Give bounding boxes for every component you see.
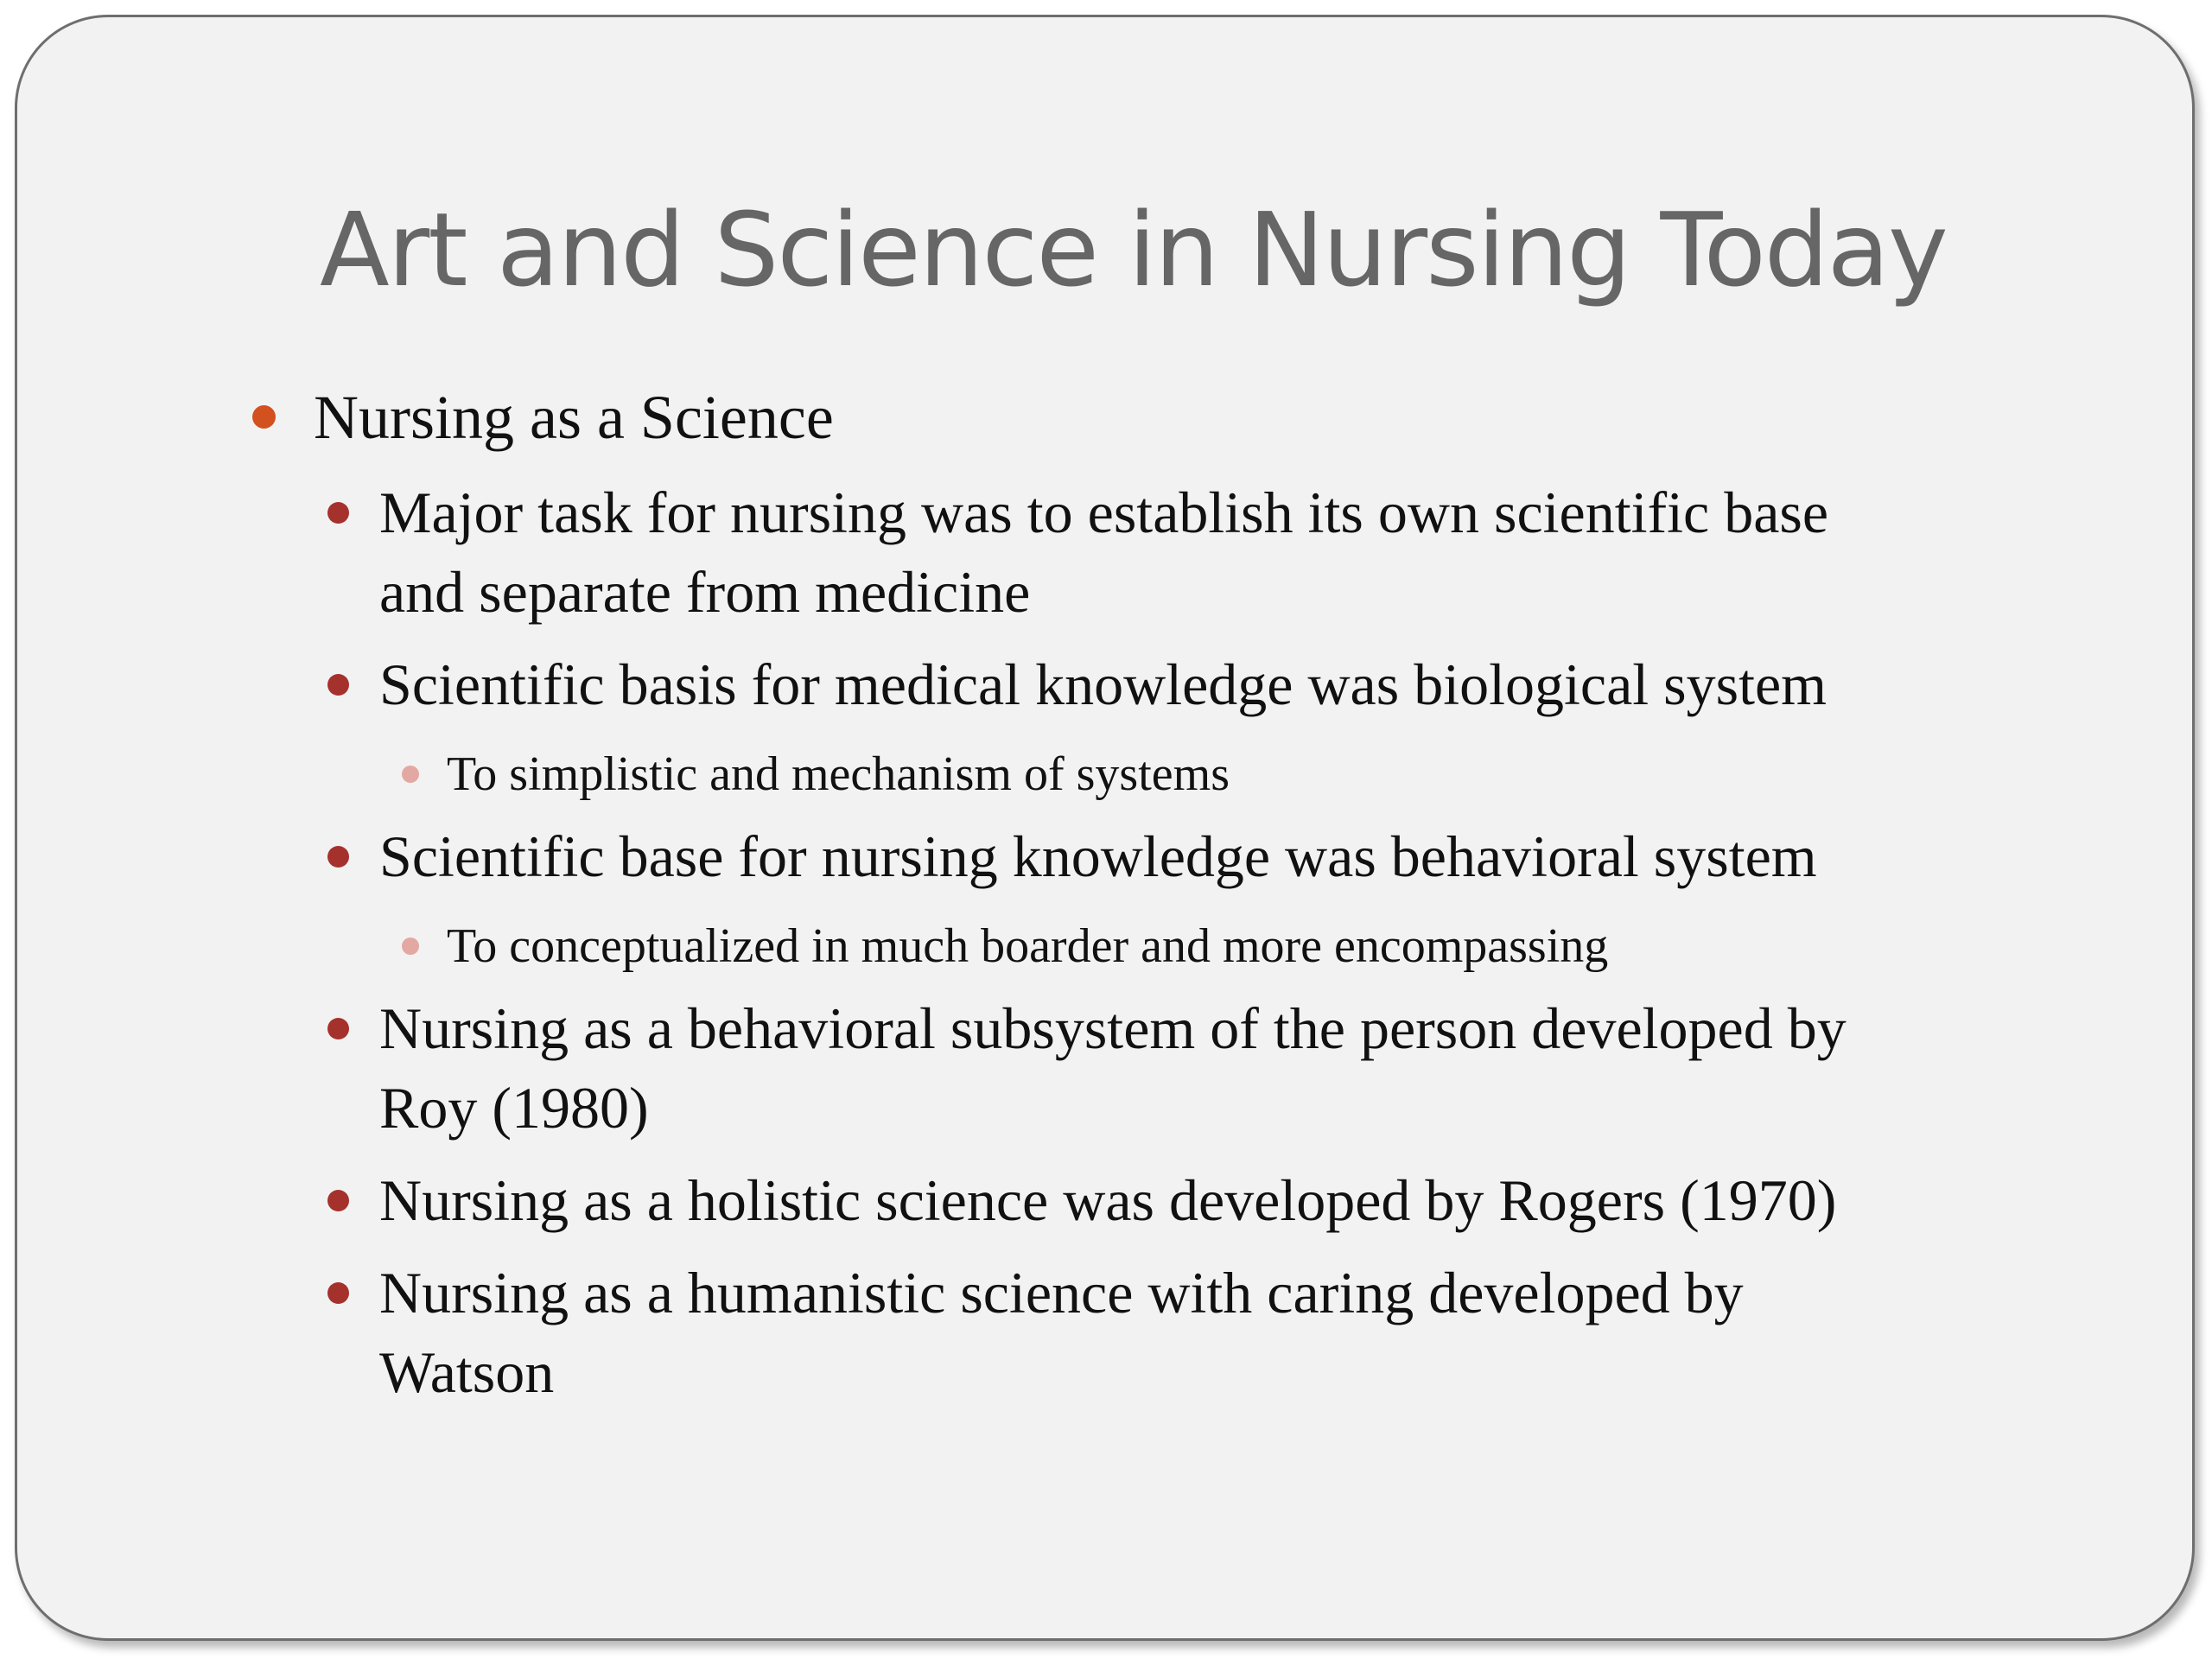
slide-title: Art and Science in Nursing Today (320, 190, 1947, 309)
bullet-item-level3 (447, 913, 1608, 979)
slide-frame (15, 15, 2195, 1641)
bullet-list (17, 17, 2192, 1638)
bullet-item-level2 (379, 817, 1817, 896)
bullet-item-level2 (379, 988, 1847, 1147)
bullet-text: To simplistic and mechanism of systems (447, 747, 1230, 801)
bullet-dot-icon (252, 405, 276, 429)
bullet-text: Nursing as a holistic science was developed by Rogers (1970) (379, 1167, 1837, 1233)
bullet-item-level2 (379, 645, 1827, 724)
bullet-item-level3 (447, 741, 1230, 807)
bullet-text: Nursing as a Science (314, 383, 834, 452)
bullet-dot-icon (402, 766, 419, 783)
bullet-item-level2 (379, 473, 1828, 632)
bullet-text-continuation: and separate from medicine (379, 559, 1031, 625)
bullet-text: To conceptualized in much boarder and more encompassing (447, 919, 1609, 973)
bullet-dot-icon (327, 674, 349, 696)
bullet-item-level2 (379, 1253, 1744, 1412)
bullet-dot-icon (327, 502, 349, 524)
bullet-text: Nursing as a behavioral subsystem of the person developed by (379, 995, 1847, 1061)
bullet-text: Major task for nursing was to establish its own scientific base (379, 480, 1829, 545)
bullet-dot-icon (327, 1018, 349, 1039)
bullet-text: Scientific basis for medical knowledge was biological system (379, 652, 1827, 717)
bullet-text-continuation: Watson (379, 1339, 555, 1405)
bullet-item-level2 (379, 1160, 1836, 1240)
bullet-dot-icon (402, 938, 419, 955)
bullet-dot-icon (327, 846, 349, 868)
bullet-dot-icon (327, 1190, 349, 1211)
bullet-text: Nursing as a humanistic science with caring developed by (379, 1260, 1744, 1325)
bullet-dot-icon (327, 1282, 349, 1304)
bullet-item-level1 (314, 378, 834, 456)
bullet-text: Scientific base for nursing knowledge was behavioral system (379, 823, 1817, 889)
bullet-text-continuation: Roy (1980) (379, 1075, 649, 1141)
